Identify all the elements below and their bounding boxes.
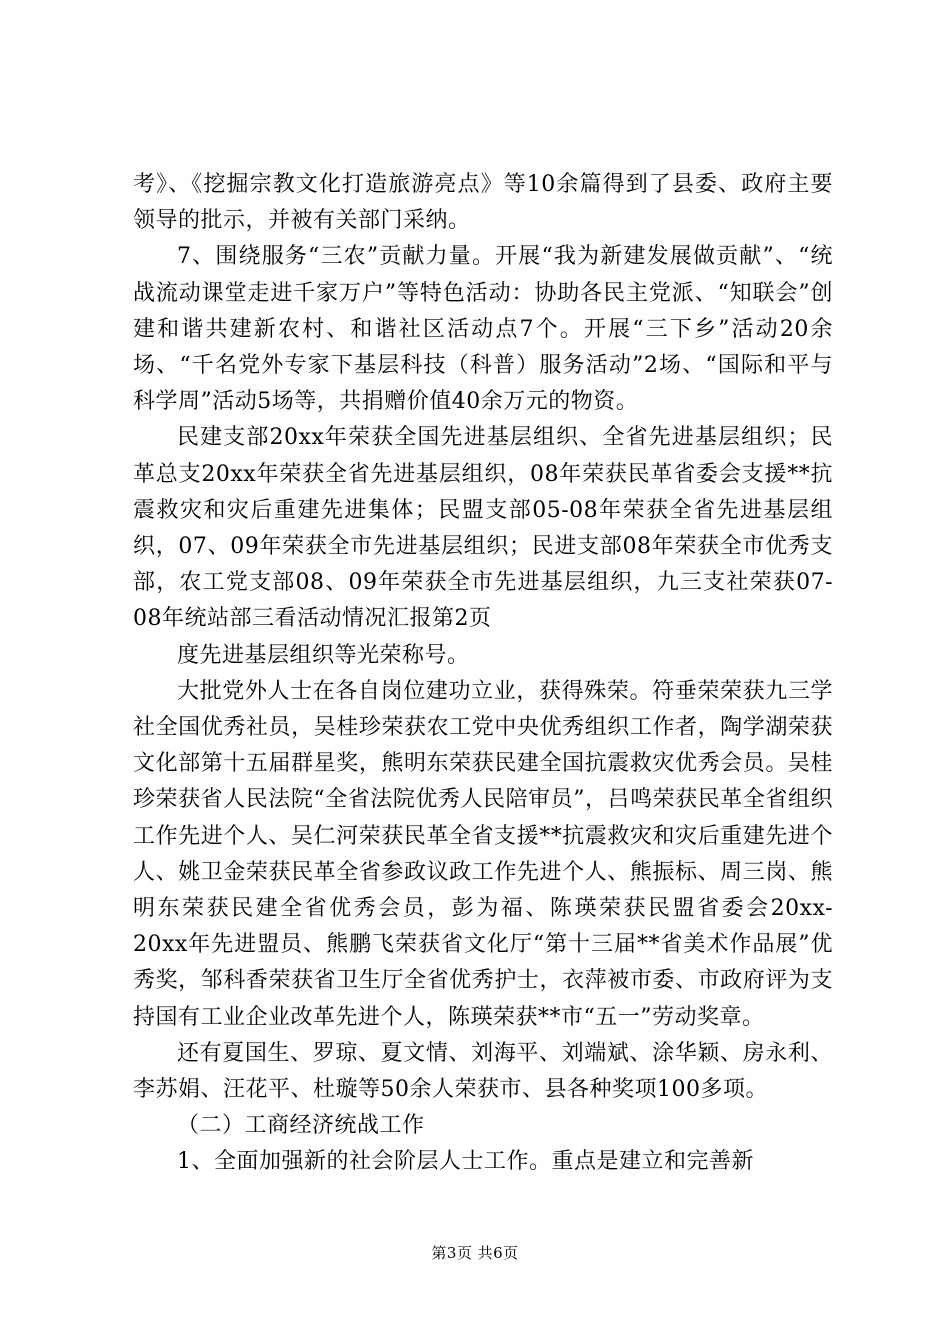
paragraph-serve-agriculture: 7、围绕服务“三农”贡献力量。开展“我为新建发展做贡献”、“统战流动课堂走进千家万户”等特色活动：协助各民主党派、“知联会”创建和谐共建新农村、和谐社区活动点7个。开展“三下乡”活动20余场、“千名党外专家下基层科技（科普）服务活动”2场、“国际和平与科学周”活动5场等，共捐赠价值40余万元的物资。	[133, 244, 833, 415]
document-body	[133, 167, 833, 1181]
paragraph-individual-honors: 大批党外人士在各自岗位建功立业，获得殊荣。符垂荣荣获九三学社全国优秀社员，吴桂珍荣获农工党中央优秀组织工作者，陶学湖荣获文化部第十五届群星奖，熊明东荣获民建全国抗震救灾优秀会员。吴桂珍荣获省人民法院“全省法院优秀人民陪审员”，吕鸣荣获民革全省组织工作先进个人、吴仁河荣获民革全省支援**抗震救灾和灾后重建先进个人、姚卫金荣获民革全省参政议政工作先进个人、熊振标、周三岗、熊明东荣获民建全省优秀会员，彭为福、陈瑛荣获民盟省委会20xx-20xx年先进盟员、熊鹏飞荣获省文化厅“第十三届**省美术作品展”优秀奖，邹科香荣获省卫生厅全省优秀护士，衣萍被市委、市政府评为支持国有工业企业改革先进个人，陈瑛荣获**市“五一”劳动奖章。	[133, 678, 833, 1030]
paragraph-other-awards: 还有夏国生、罗琼、夏文情、刘海平、刘端斌、涂华颖、房永利、李苏娟、汪花平、杜璇等50余人荣获市、县各种奖项100多项。	[133, 1040, 833, 1103]
paragraph-proposal-adoption: 考》、《挖掘宗教文化打造旅游亮点》等10余篇得到了县委、政府主要领导的批示，并被有关部门采纳。	[133, 172, 833, 234]
paragraph-honor-titles: 度先进基层组织等光荣称号。	[177, 642, 470, 668]
paragraph-organization-honors: 民建支部20xx年荣获全国先进基层组织、全省先进基层组织；民革总支20xx年荣获全省先进基层组织，08年荣获民革省委会支援**抗震救灾和灾后重建先进集体；民盟支部05-08年荣获全省先进基层组织，07、09年荣获全市先进基层组织；民进支部08年荣获全市优秀支部，农工党支部08、09年荣获全市先进基层组织，九三支社荣获07-08年统站部三看活动情况汇报第2页	[133, 425, 833, 632]
section-heading-business-economy: （二）工商经济统战工作	[177, 1113, 425, 1139]
page-footer: 第3页 共6页	[431, 1244, 519, 1262]
paragraph-new-social-strata: 1、全面加强新的社会阶层人士工作。重点是建立和完善新	[177, 1149, 754, 1175]
